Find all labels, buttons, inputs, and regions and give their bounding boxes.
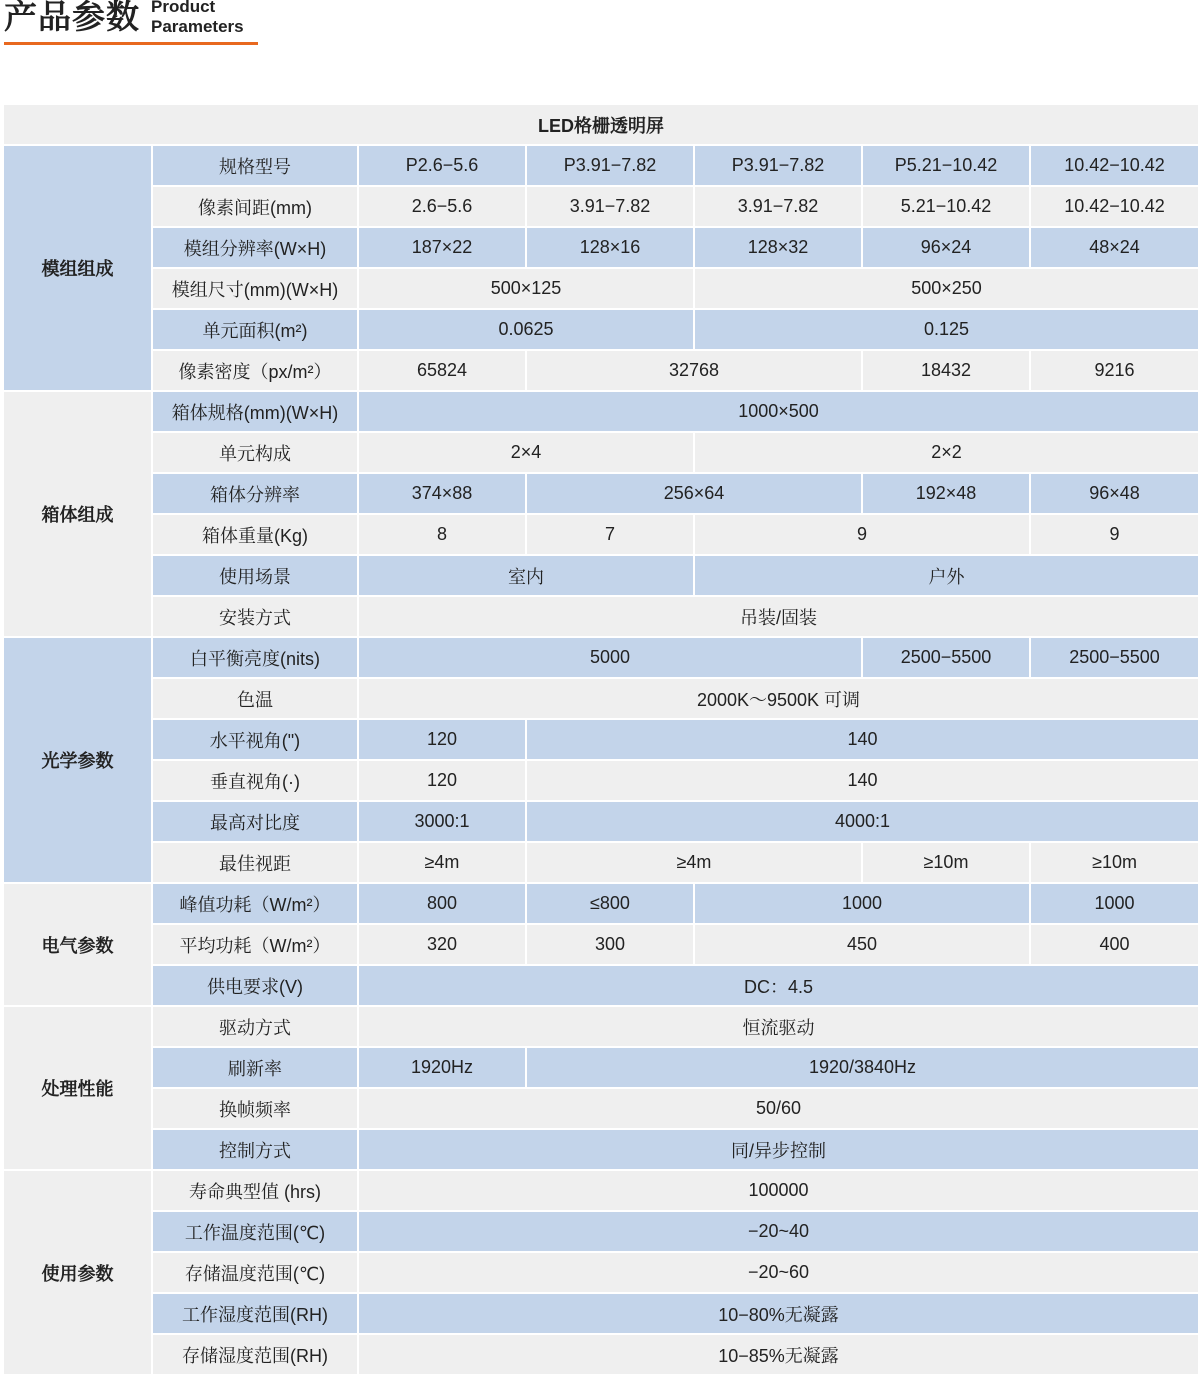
group-usage: 使用参数 [3, 1170, 152, 1375]
group-module: 模组组成 [3, 145, 152, 391]
table-cell: 320 [358, 924, 526, 965]
table-cell: P3.91−7.82 [694, 145, 862, 186]
table-cell: P5.21−10.42 [862, 145, 1030, 186]
row-label: 单元面积(m²) [152, 309, 358, 350]
table-cell: 户外 [694, 555, 1199, 596]
header-underline [4, 42, 258, 45]
table-cell: 256×64 [526, 473, 862, 514]
table-cell: 18432 [862, 350, 1030, 391]
row-label: 水平视角(") [152, 719, 358, 760]
table-cell: DC：4.5 [358, 965, 1199, 1006]
table-cell: 3000:1 [358, 801, 526, 842]
row-label: 供电要求(V) [152, 965, 358, 1006]
row-label: 规格型号 [152, 145, 358, 186]
table-cell: 48×24 [1030, 227, 1199, 268]
table-cell: 2000K～9500K 可调 [358, 678, 1199, 719]
table-cell: 128×16 [526, 227, 694, 268]
table-cell: 1920/3840Hz [526, 1047, 1199, 1088]
table-cell: 1000 [1030, 883, 1199, 924]
table-cell: 2×4 [358, 432, 694, 473]
table-cell: 5000 [358, 637, 862, 678]
row-label: 最高对比度 [152, 801, 358, 842]
table-cell: ≥10m [1030, 842, 1199, 883]
table-cell: 1000 [694, 883, 1030, 924]
table-cell: 374×88 [358, 473, 526, 514]
row-label: 工作温度范围(℃) [152, 1211, 358, 1252]
table-cell: 4000:1 [526, 801, 1199, 842]
group-optical: 光学参数 [3, 637, 152, 883]
table-cell: 5.21−10.42 [862, 186, 1030, 227]
table-cell: 2500−5500 [1030, 637, 1199, 678]
table-cell: 恒流驱动 [358, 1006, 1199, 1047]
row-label: 像素密度（px/m²） [152, 350, 358, 391]
table-cell: 10−85%无凝露 [358, 1334, 1199, 1375]
page-title-english-line1: Product [151, 0, 216, 16]
table-cell: 9216 [1030, 350, 1199, 391]
table-cell: 450 [694, 924, 1030, 965]
table-cell: 10.42−10.42 [1030, 186, 1199, 227]
row-label: 箱体分辨率 [152, 473, 358, 514]
table-cell: 96×48 [1030, 473, 1199, 514]
table-cell: 140 [526, 760, 1199, 801]
table-cell: 7 [526, 514, 694, 555]
row-label: 控制方式 [152, 1129, 358, 1170]
row-label: 最佳视距 [152, 842, 358, 883]
table-cell: −20~40 [358, 1211, 1199, 1252]
row-label: 单元构成 [152, 432, 358, 473]
table-cell: 400 [1030, 924, 1199, 965]
table-cell: 100000 [358, 1170, 1199, 1211]
row-label: 使用场景 [152, 555, 358, 596]
table-cell: ≥4m [526, 842, 862, 883]
table-cell: 32768 [526, 350, 862, 391]
table-cell: ≤800 [526, 883, 694, 924]
product-parameters-table [2, 103, 1200, 1376]
table-cell: −20~60 [358, 1252, 1199, 1293]
table-cell: P3.91−7.82 [526, 145, 694, 186]
row-label: 平均功耗（W/m²） [152, 924, 358, 965]
table-cell: 3.91−7.82 [694, 186, 862, 227]
row-label: 换帧频率 [152, 1088, 358, 1129]
table-cell: ≥4m [358, 842, 526, 883]
table-cell: 500×250 [694, 268, 1199, 309]
row-label: 驱动方式 [152, 1006, 358, 1047]
table-cell: 65824 [358, 350, 526, 391]
row-label: 像素间距(mm) [152, 186, 358, 227]
table-cell: 吊装/固装 [358, 596, 1199, 637]
table-cell: ≥10m [862, 842, 1030, 883]
table-cell: 120 [358, 760, 526, 801]
row-label: 箱体重量(Kg) [152, 514, 358, 555]
row-label: 箱体规格(mm)(W×H) [152, 391, 358, 432]
page-title-english [151, 0, 244, 37]
group-processing: 处理性能 [3, 1006, 152, 1170]
table-cell: 800 [358, 883, 526, 924]
row-label: 白平衡亮度(nits) [152, 637, 358, 678]
row-label: 存储湿度范围(RH) [152, 1334, 358, 1375]
table-cell: 300 [526, 924, 694, 965]
page-title-english-line2: Parameters [151, 17, 244, 36]
table-cell: 3.91−7.82 [526, 186, 694, 227]
table-cell: 120 [358, 719, 526, 760]
table-cell: 9 [1030, 514, 1199, 555]
table-cell: 室内 [358, 555, 694, 596]
row-label: 垂直视角(·) [152, 760, 358, 801]
table-cell: 2×2 [694, 432, 1199, 473]
group-electrical: 电气参数 [3, 883, 152, 1006]
table-cell: 0.125 [694, 309, 1199, 350]
table-cell: 9 [694, 514, 1030, 555]
row-label: 工作湿度范围(RH) [152, 1293, 358, 1334]
row-label: 安装方式 [152, 596, 358, 637]
table-cell: 192×48 [862, 473, 1030, 514]
group-cabinet: 箱体组成 [3, 391, 152, 637]
table-cell: 同/异步控制 [358, 1129, 1199, 1170]
table-cell: 96×24 [862, 227, 1030, 268]
page-title: 产品参数 [4, 0, 140, 36]
table-cell: 500×125 [358, 268, 694, 309]
table-cell: 10.42−10.42 [1030, 145, 1199, 186]
table-cell: 187×22 [358, 227, 526, 268]
row-label: 模组尺寸(mm)(W×H) [152, 268, 358, 309]
table-cell: 1000×500 [358, 391, 1199, 432]
table-cell: 2.6−5.6 [358, 186, 526, 227]
table-cell: 0.0625 [358, 309, 694, 350]
row-label: 存储温度范围(℃) [152, 1252, 358, 1293]
row-label: 模组分辨率(W×H) [152, 227, 358, 268]
table-cell: P2.6−5.6 [358, 145, 526, 186]
row-label: 峰值功耗（W/m²） [152, 883, 358, 924]
table-cell: 2500−5500 [862, 637, 1030, 678]
row-label: 刷新率 [152, 1047, 358, 1088]
table-cell: 8 [358, 514, 526, 555]
page-header [4, 0, 264, 50]
table-title: LED格栅透明屏 [3, 104, 1199, 145]
row-label: 色温 [152, 678, 358, 719]
row-label: 寿命典型值 (hrs) [152, 1170, 358, 1211]
table-cell: 1920Hz [358, 1047, 526, 1088]
table-cell: 10−80%无凝露 [358, 1293, 1199, 1334]
table-cell: 50/60 [358, 1088, 1199, 1129]
table-cell: 128×32 [694, 227, 862, 268]
table-cell: 140 [526, 719, 1199, 760]
